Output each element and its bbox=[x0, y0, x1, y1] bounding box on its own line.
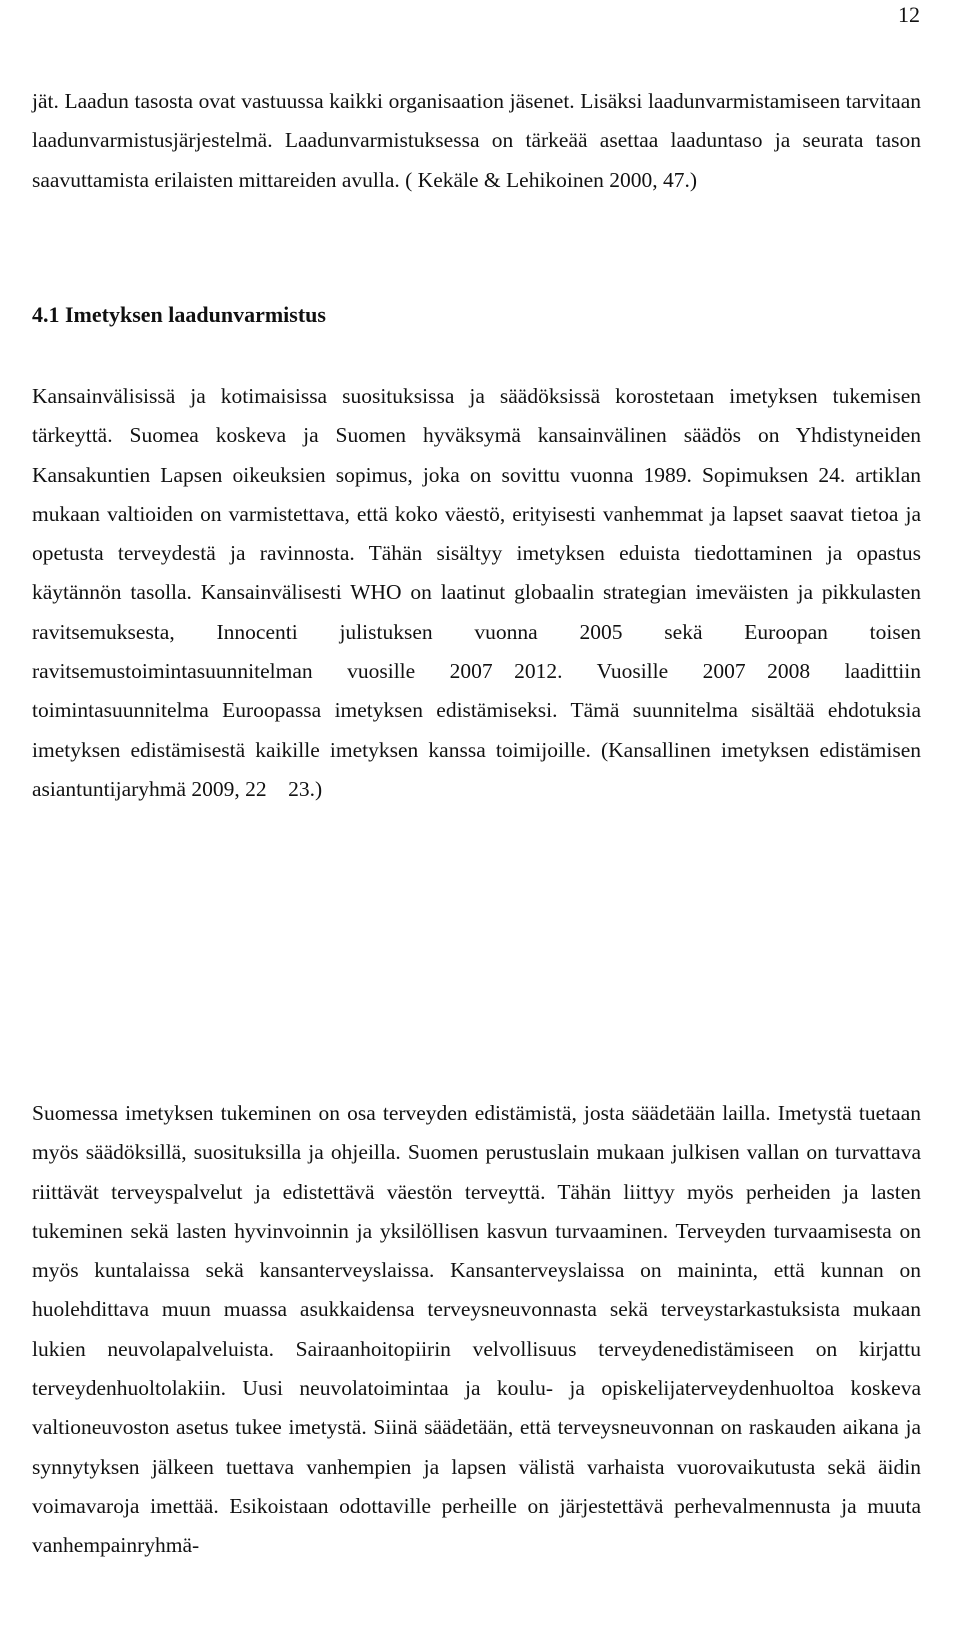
paragraph-intro: jät. Laadun tasosta ovat vastuussa kaikki organisaation jäsenet. Lisäksi laadunvarmistamiseen tarvitaan laadunvarmistusjärjestelmä. Laadunvarmistuksessa on tärkeää asettaa laaduntaso ja seurata tason saavuttamista erilaisten mittareiden avulla. ( Kekäle & Lehikoinen 2000, 47.) bbox=[32, 89, 921, 192]
paragraph-international: Kansainvälisissä ja kotimaisissa suosituksissa ja säädöksissä korostetaan imetyksen tukemisen tärkeyttä. Suomea koskeva ja Suomen hyväksymä kansainvälinen säädös on Yhdistyneiden Kansakuntien Lapsen oikeuksien sopimus, joka on sovittu vuonna 1989. Sopimuksen 24. artiklan mukaan valtioiden on varmistettava, että koko väestö, erityisesti vanhemmat ja lapset saavat tietoa ja opetusta terveydestä ja ravinnosta. Tähän sisältyy imetyksen eduista tiedottaminen ja opastus käytännön tasolla. Kansainvälisesti WHO on laatinut globaalin strategian imeväisten ja pikkulasten ravitsemuksesta, Innocenti julistuksen vuonna 2005 sekä Euroopan toisen ravitsemustoimintasuunnitelman vuosille 2007 2012. Vuosille 2007 2008 laadittiin toimintasuunnitelma Euroopassa imetyksen edistämiseksi. Tämä suunnitelma sisältää ehdotuksia imetyksen edistämisestä kaikille imetyksen kanssa toimijoille. (Kansallinen imetyksen edistämisen asiantuntijaryhmä 2009, 22 23.) bbox=[32, 384, 921, 801]
paragraph-finland: Suomessa imetyksen tukeminen on osa terveyden edistämistä, josta säädetään lailla. Imetystä tuetaan myös säädöksillä, suosituksilla ja ohjeilla. Suomen perustuslain mukaan julkisen vallan on turvattava riittävät terveyspalvelut ja edistettävä väestön terveyttä. Tähän liittyy myös perheiden ja lasten tukeminen sekä lasten hyvinvoinnin ja yksilöllisen kasvun turvaaminen. Terveyden turvaamisesta on myös kuntalaissa sekä kansanterveyslaissa. Kansanterveyslaissa on maininta, että kunnan on huolehdittava muun muassa asukkaidensa terveysneuvonnasta sekä terveystarkastuksista mukaan lukien neuvolapalveluista. Sairaanhoitopiirin velvollisuus terveydenedistämiseen on kirjattu terveydenhuoltolakiin. Uusi neuvolatoimintaa ja koulu- ja opiskelijaterveydenhuoltoa koskeva valtioneuvoston asetus tukee imetystä. Siinä säädetään, että terveysneuvonnan on raskauden aikana ja synnytyksen jälkeen tuettava vanhempien ja lapsen välistä varhaista vuorovaikutusta sekä äidin voimavaroja imettää. Esikoistaan odottaville perheille on järjestettävä perhevalmennusta ja muuta vanhempainryhmä- bbox=[32, 1101, 921, 1558]
page-number: 12 bbox=[898, 2, 920, 27]
section-heading: 4.1 Imetyksen laadunvarmistus bbox=[32, 302, 326, 327]
